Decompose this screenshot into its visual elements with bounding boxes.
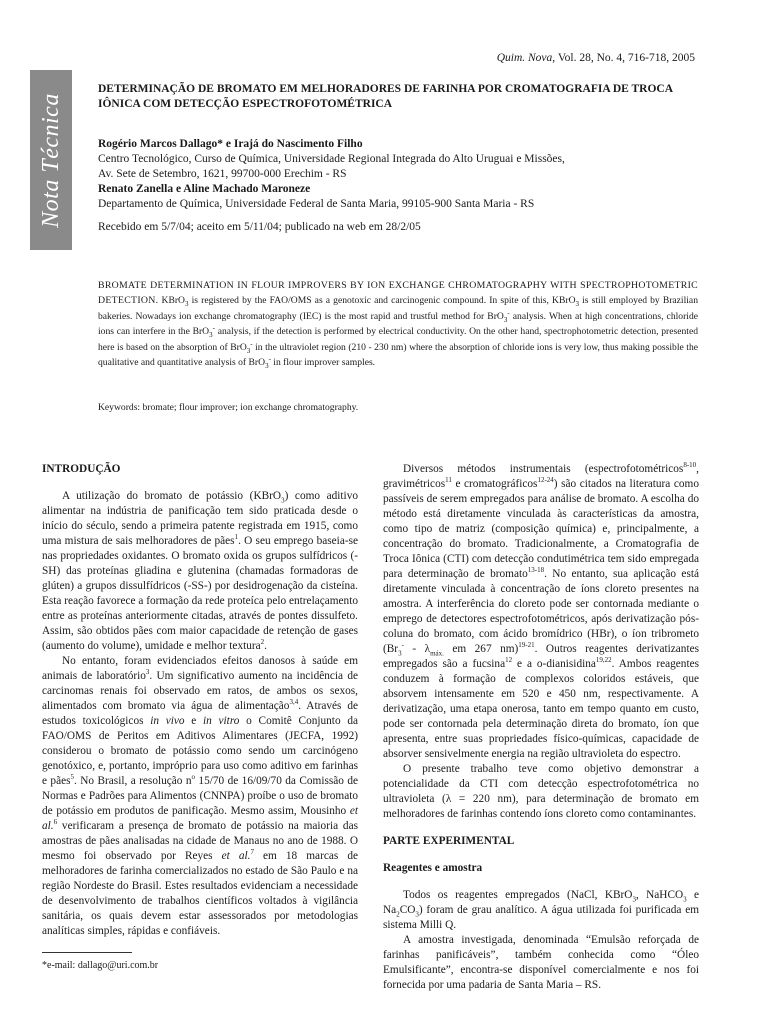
italic-term: in vitro <box>203 715 240 727</box>
citation: 7 <box>250 848 254 857</box>
affiliation-2: Departamento de Química, Universidade Federal de Santa Maria, 99105-900 Santa Maria - RS <box>98 198 535 210</box>
text: o Comitê Conjunto da FAO/OMS de Peritos em Aditivos Alimentares (JECFA, 1992) considerou o bromato de potássio como sendo um carcinógeno genotóxico, e, portanto, impróprio para uso como aditivo em farinhas e pães <box>42 715 358 787</box>
affiliation-1a: Centro Tecnológico, Curso de Química, Universidade Regional Integrada do Alto Uruguai e Missões, <box>98 153 565 165</box>
subscript: 3 <box>503 315 508 324</box>
text: . No Brasil, a resolução n <box>74 775 192 787</box>
text: , gravimétricos <box>383 463 699 490</box>
text: em 267 nm) <box>443 643 519 655</box>
section-tab-label: Nota Técnica <box>37 92 64 228</box>
footnote-rule <box>42 952 132 953</box>
citation: 8-10 <box>683 461 697 470</box>
subscript: 3 <box>415 910 419 919</box>
paragraph <box>42 654 358 939</box>
paper-title: DETERMINAÇÃO DE BROMATO EM MELHORADORES DE FARINHA POR CROMATOGRAFIA DE TROCA IÔNICA COM DETECÇÃO ESPECTROFOTOMÉTRICA <box>98 83 673 110</box>
text: A utilização do bromato de potássio (KBrO <box>62 490 282 502</box>
citation: 5 <box>70 773 75 782</box>
journal-citation <box>497 52 695 64</box>
italic-term: et al. <box>221 850 251 862</box>
paragraph <box>383 462 699 762</box>
subscript: 3 <box>683 895 687 904</box>
paragraph: O presente trabalho teve como objetivo demonstrar a potencialidade da CTI com detecção espectrofotométrica no ultravioleta (λ = 220 nm), para determinação de bromato em melhoradores de farinhas contendo íons cloreto como contaminantes. <box>383 763 699 820</box>
right-column <box>383 462 699 993</box>
superscript: o <box>191 773 196 782</box>
section-heading-experimental: PARTE EXPERIMENTAL <box>383 835 515 847</box>
subscript: 2 <box>396 910 400 919</box>
abstract-text: in the ultraviolet region (210 - 230 nm) where the absorption of chloride ions is very low, thus making possible the qualitative and quantitative analysis of BrO <box>98 341 698 369</box>
text: CO <box>399 904 416 916</box>
subscript: 3 <box>575 300 580 309</box>
text: e cromatográficos <box>451 478 538 490</box>
text: ) como aditivo alimentar na indústria de panificação tem sido praticada desde o início do século, sendo a primeira patente registrada em 1915, como uma mistura de sais melhoradores de pães <box>42 490 358 547</box>
citation: 13-18 <box>527 566 545 575</box>
superscript: - <box>401 641 404 650</box>
author-group-1: Rogério Marcos Dallago* e Irajá do Nascimento Filho <box>98 138 363 150</box>
citation: 1 <box>234 533 239 542</box>
text: Diversos métodos instrumentais (espectrofotométricos <box>403 463 684 475</box>
text: verificaram a presença de bromato de potássio na maioria das amostras de pães analisadas na cidade de Manaus no ano de 1988. O mesmo foi observado por Reyes <box>42 820 358 862</box>
paragraph <box>383 888 699 933</box>
italic-term: et al. <box>42 805 358 832</box>
citation: 3,4 <box>289 698 299 707</box>
abstract-text: in flour improver samples. <box>270 357 376 369</box>
subscript: 3 <box>632 895 636 904</box>
abstract-text: is registered by the FAO/OMS as a genotoxic and carcinogenic compound. In spite of this, KBrO <box>188 295 576 307</box>
abstract-text: KBrO <box>158 295 185 307</box>
citation: 3 <box>145 668 150 677</box>
citation: 11 <box>445 476 452 485</box>
subscript: 3 <box>398 649 402 658</box>
superscript: - <box>212 324 215 333</box>
authors-block <box>98 137 698 212</box>
abstract-text: analysis. When at high concentrations, chloride ions can interfere in the BrO <box>98 310 698 338</box>
text: . Através de estudos toxicológicos <box>42 700 358 727</box>
section-tab <box>30 70 72 250</box>
text: , NaHCO <box>635 889 684 901</box>
footnote-email: *e-mail: dallago@uri.com.br <box>42 960 159 971</box>
subsection-heading-reagents: Reagentes e amostra <box>383 862 483 874</box>
text: em 18 marcas de melhoradores de farinha comercializados no estado de São Paulo e na região Nordeste do Brasil. Estes resultados evidenciam a necessidade de desenvolvimento de trabalhos científicos voltados à vigilância sanitária, os quais devem estar assessorados por metodologias analíticas simples, rápidas e confiáveis. <box>42 850 358 937</box>
citation: 12-24 <box>537 476 554 485</box>
text: ) foram de grau analítico. A água utilizada foi purificada em sistema Milli Q. <box>383 904 699 931</box>
text: e a o-dianisidina <box>512 658 596 670</box>
citation: 19-21 <box>518 641 535 650</box>
subscript: máx. <box>430 649 444 658</box>
journal-name: Quim. Nova <box>496 52 553 64</box>
citation: 19,22 <box>595 656 612 665</box>
abstract-lead: BROMATE DETERMINATION IN FLOUR IMPROVERS BY ION EXCHANGE CHROMATOGRAPHY WITH SPECTROPHOTOMETRIC DETECTION. <box>98 280 698 307</box>
journal-details: , Vol. 28, No. 4, 716-718, 2005 <box>552 52 695 64</box>
subscript: 3 <box>209 331 213 340</box>
citation: 12 <box>505 656 513 665</box>
paragraph: A amostra investigada, denominada “Emulsão reforçada de farinhas panificáveis”, também conhecida como “Óleo Emulsificante”, encontra-se disponível comercialmente e nos foi fornecida por uma padaria de Santa Maria – RS. <box>383 934 699 991</box>
text: . O seu emprego baseia-se nas propriedades oxidantes. O bromato oxida os grupos sulfídricos (-SH) das proteínas gliadina e glutenina (chamadas formadoras de glúten) a grupos dissulfídricos (-SS-) por desidrogenação da cisteína. Esta reação favorece a formação da rede proteíca pelo entrelaçamento entre as proteínas anteriormente citadas, através de pontes dissulfeto. Assim, são obtidos pães com maior capacidade de retenção de gases (aumento do volume), umidade e melhor textura <box>42 535 359 652</box>
citation: 6 <box>53 818 58 827</box>
subscript: 3 <box>281 496 285 505</box>
subscript: 3 <box>185 300 189 309</box>
citation: 2 <box>260 638 265 647</box>
text: . No entanto, sua aplicação está diretamente vinculada à concentração de íons cloreto presentes na amostra. A interferência do cloreto pode ser contornada mediante o emprego de detectores espectrofotométricos, após derivatização pós-coluna do bromato, com ácido bromídrico (HBr), o íon tribrometo (Br <box>383 568 699 655</box>
text: 15/70 de 16/09/70 da Comissão de Normas e Padrões para Alimentos (CNNPA) proíbe o uso de bromato de potássio em produtos de panificação. Mesmo assim, Mousinho <box>42 775 358 817</box>
text: - λ <box>403 643 431 655</box>
abstract <box>98 278 698 370</box>
section-heading-introduction: INTRODUÇÃO <box>42 463 121 475</box>
text: . Um significativo aumento na incidência de carcinomas renais foi observado em ratos, de ambos os sexos, alimentados com bromato via água de alimentação <box>42 670 358 712</box>
keywords: Keywords: bromate; flour improver; ion exchange chromatography. <box>98 402 359 413</box>
text: e <box>184 715 204 727</box>
abstract-text: analysis, if the detection is performed by electrical conductivity. On the other hand, spectrophotometric detection, presented here is based on the absorption of BrO <box>98 326 698 353</box>
text: e Na <box>383 889 699 916</box>
abstract-text: is still employed by Brazilian bakeries. Nowadays ion exchange chromatography (IEC) is the most rapid and trustful method for BrO <box>98 295 698 322</box>
superscript: - <box>250 339 253 348</box>
left-column <box>42 462 358 939</box>
superscript: - <box>507 308 510 317</box>
italic-term: in vivo <box>150 715 185 727</box>
received-dates: Recebido em 5/7/04; aceito em 5/11/04; publicado na web em 28/2/05 <box>98 221 421 233</box>
text: . <box>264 640 267 652</box>
subscript: 3 <box>265 361 269 370</box>
text: . Ambos reagentes conduzem à formação de complexos coloridos estáveis, que absorvem intensamente em 520 e 450 nm, respectivamente. A derivatização, uma etapa onerosa, tanto em tempo quanto em custo, pode ser contornada pela determinação direta do bromato, íon que apresenta, entre suas propriedades físico-químicas, capacidade de absorver sensivelmente energia na região ultravioleta do espectro. <box>383 658 699 760</box>
text: No entanto, foram evidenciados efeitos danosos à saúde em animais de laboratório <box>42 655 358 682</box>
superscript: - <box>268 354 271 363</box>
text: Todos os reagentes empregados (NaCl, KBrO <box>403 889 633 901</box>
author-group-2: Renato Zanella e Aline Machado Maroneze <box>98 183 311 195</box>
text: ) são citados na literatura como passíveis de serem empregados para análise de bromato. A escolha do método está diretamente vinculada às características da amostra, como tipo de matriz (composição química) e, principalmente, a concentração do bromato. Tradicionalmente, a Cromatografia de Troca Iônica (CTI) com detecção condutimétrica tem sido empregada para determinação de bromato <box>383 478 699 580</box>
subscript: 3 <box>246 346 251 355</box>
affiliation-1b: Av. Sete de Setembro, 1621, 99700-000 Erechim - RS <box>98 168 347 180</box>
text: . Outros reagentes derivatizantes empregados são a fucsina <box>383 643 699 670</box>
paragraph <box>42 489 358 654</box>
